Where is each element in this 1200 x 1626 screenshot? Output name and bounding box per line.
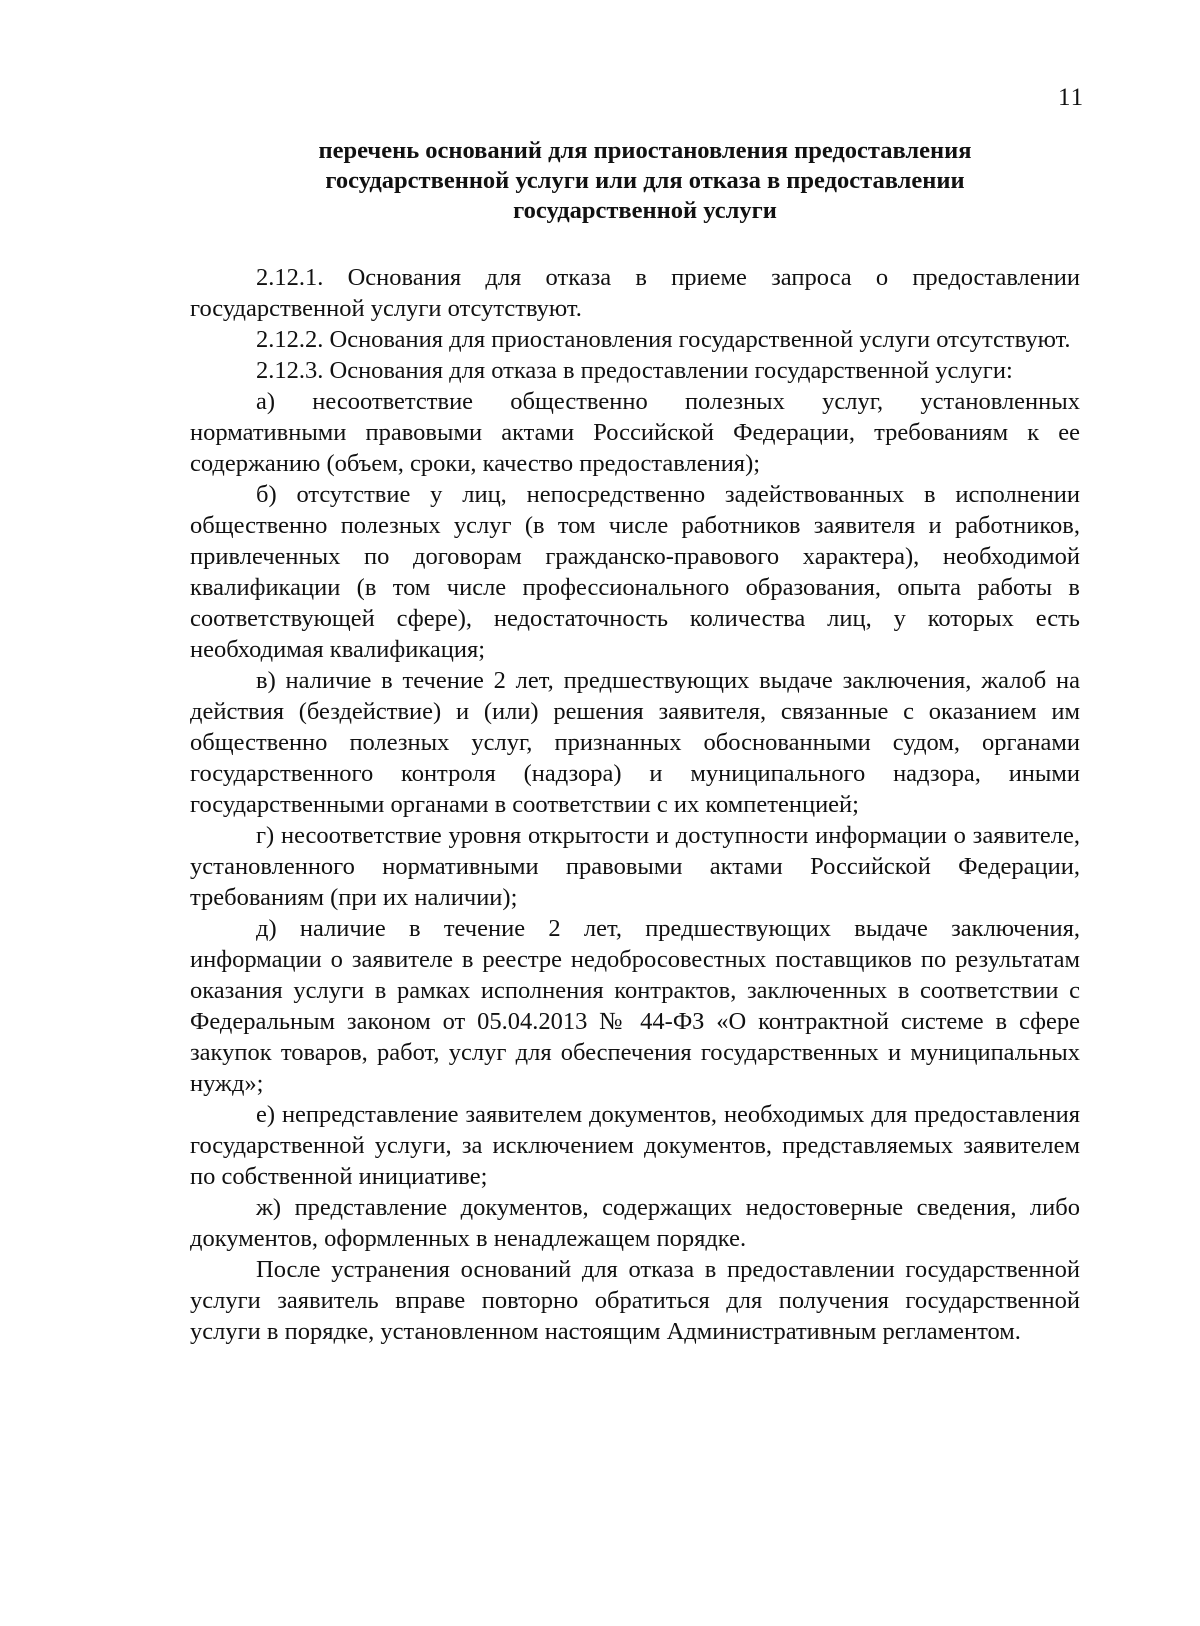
list-item-v: в) наличие в течение 2 лет, предшествующих выдаче заключения, жалоб на действия (бездействие) и (или) решения заявителя, связанные с оказанием им общественно полезных услуг, признанных обоснованными судом, органами государственного контроля (надзора) и муниципального надзора, иными государственными органами в соответствии с их компетенцией; [190, 667, 1080, 818]
paragraph-2-12-1: 2.12.1. Основания для отказа в приеме запроса о предоставлении государственной услуги отсутствуют. [190, 264, 1080, 322]
document-body [190, 262, 1080, 1347]
list-item-zh: ж) представление документов, содержащих недостоверные сведения, либо документов, оформленных в ненадлежащем порядке. [190, 1194, 1080, 1252]
closing-paragraph: После устранения оснований для отказа в предоставлении государственной услуги заявитель вправе повторно обратиться для получения государственной услуги в порядке, установленном настоящим Административным регламентом. [190, 1256, 1080, 1345]
paragraph-2-12-2: 2.12.2. Основания для приостановления государственной услуги отсутствуют. [256, 326, 1071, 353]
list-item-b: б) отсутствие у лиц, непосредственно задействованных в исполнении общественно полезных услуг (в том числе работников заявителя и работников, привлеченных по договорам гражданско-правового характера), необходимой квалификации (в том числе профессионального образования, опыта работы в соответствующей сфере), недостаточность количества лиц, у которых есть необходимая квалификация; [190, 481, 1080, 663]
page-number: 11 [1058, 84, 1085, 111]
heading-line: государственной услуги или для отказа в предоставлении [325, 167, 965, 194]
heading-line: перечень оснований для приостановления предоставления [318, 137, 972, 164]
heading-line: государственной услуги [513, 197, 777, 224]
paragraph-2-12-3: 2.12.3. Основания для отказа в предоставлении государственной услуги: [256, 357, 1013, 384]
section-heading [0, 136, 1200, 226]
list-item-a: а) несоответствие общественно полезных услуг, установленных нормативными правовыми актами Российской Федерации, требованиям к ее содержанию (объем, сроки, качество предоставления); [190, 388, 1080, 477]
list-item-g: г) несоответствие уровня открытости и доступности информации о заявителе, установленного нормативными правовыми актами Российской Федерации, требованиям (при их наличии); [190, 822, 1080, 911]
list-item-d: д) наличие в течение 2 лет, предшествующих выдаче заключения, информации о заявителе в реестре недобросовестных поставщиков по результатам оказания услуги в рамках исполнения контрактов, заключенных в соответствии с Федеральным законом от 05.04.2013 № 44-ФЗ «О контрактной системе в сфере закупок товаров, работ, услуг для обеспечения государственных и муниципальных нужд»; [190, 915, 1080, 1097]
list-item-e: е) непредставление заявителем документов, необходимых для предоставления государственной услуги, за исключением документов, представляемых заявителем по собственной инициативе; [190, 1101, 1080, 1190]
